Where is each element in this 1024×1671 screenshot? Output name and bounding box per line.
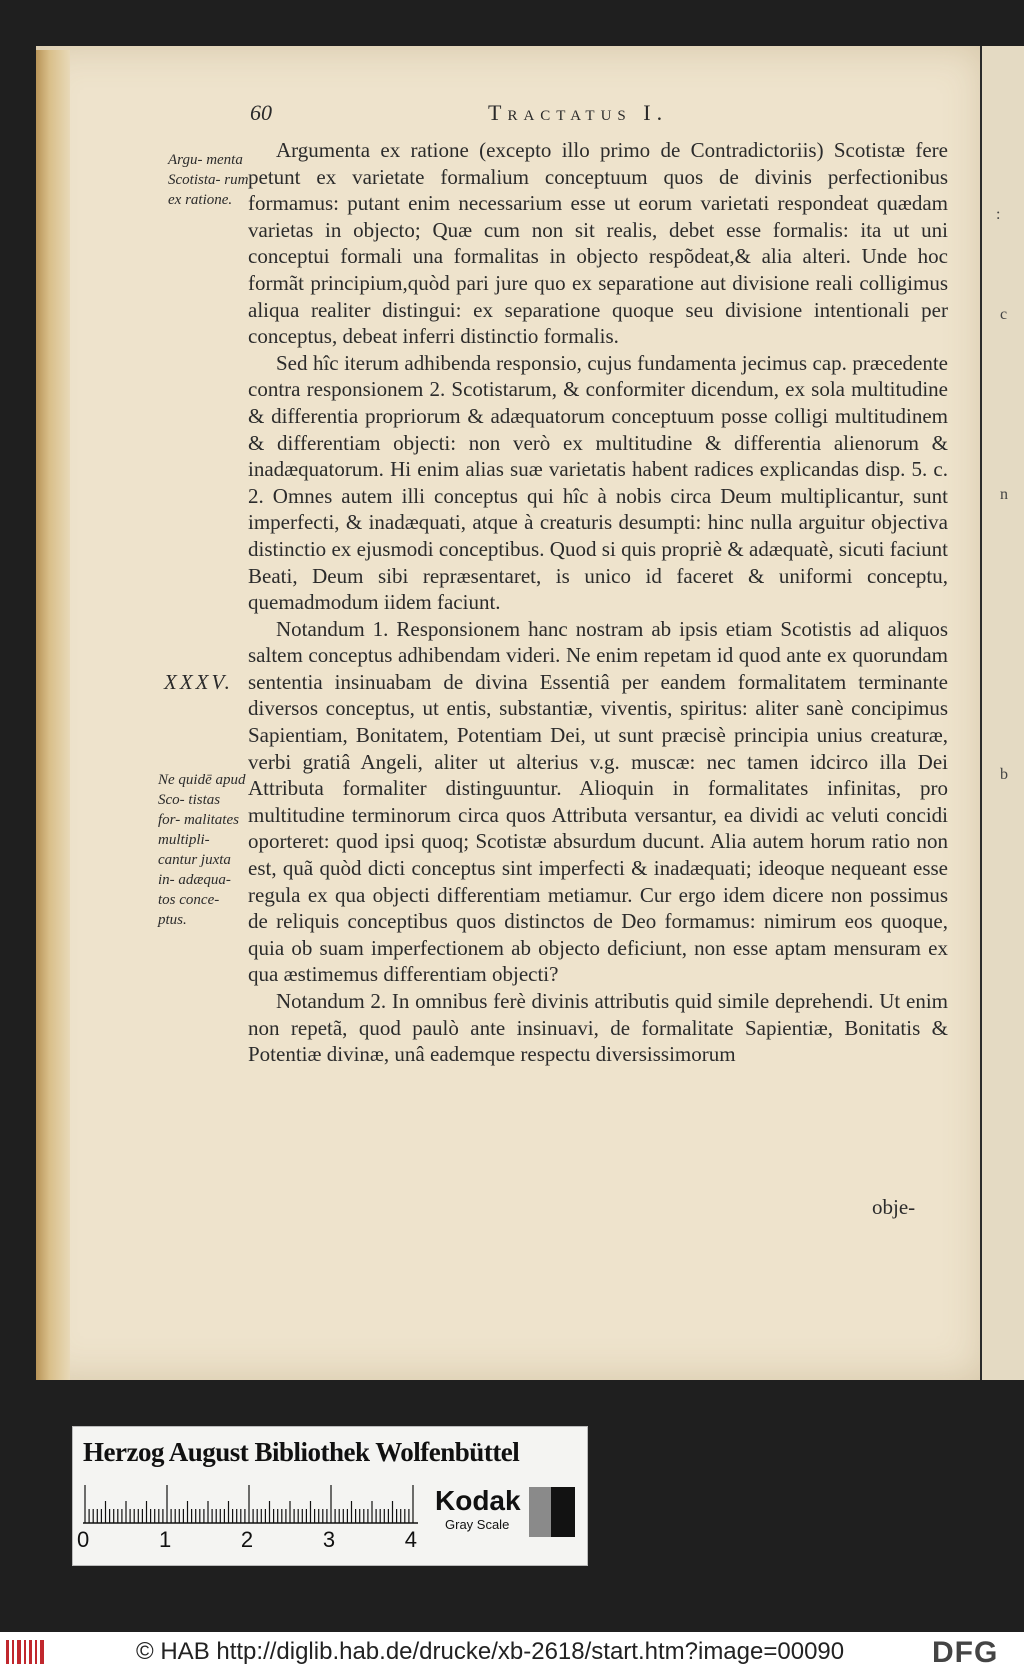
paragraph: Sed hîc iterum adhibenda responsio, cujus fundamenta jecimus cap. præcedente contra responsionem 2. Scotistarum, & conformiter dicendum, ex sola multitudine & differentia propriorum & adæquatorum conceptuum posse colligi multitudinem & differentiam objecti: non verò ex multitudine & differentia alienorum & inadæquatorum. Hi enim alias suæ varietatis habent radices explicandas disp. 5. c. 2. Omnes autem illi conceptus qui hîc à nobis circa Deum multiplicantur, sunt imperfecti, & inadæquati, atque à creaturis desumpti: hinc nulla arguitur objectiva distinctio ex ejusmodi conceptibus. Quod si quis propriè & adæquatè, sicuti faciunt Beati, Deum sibi repræsentaret, is unico id faceret & uniformi conceptu, quemadmodum iidem faciunt. [248, 350, 948, 615]
kodak-brand: Kodak [435, 1485, 521, 1516]
gray-swatch [529, 1487, 551, 1537]
paragraph: Notandum 1. Responsionem hanc nostram ab ipsis etiam Scotistis ad aliquos saltem conceptus adhibendam videri. Ne enim repetam id quod ante ex quorundam sententia insinuabam de divina Essentiâ per eandem formalitatem terminante diversos conceptus, ut entis, substantiæ, viventis, spiritus: aliter sanè concipimus Sapientiam, Bonitatem, Potentiam Dei, ut sunt præcisè principia unius creaturæ, verbi gratiâ Angeli, aliter ut alterius v.g. muscæ: nec tamen idcirco illa Dei Attributa formaliter distinguuntur. Alioquin in formalitates infinitas, pro multitudine terminorum circa quos Attributa versantur, ea dividi ac veluti concidi oporteret: quod ipsi quoq; Scotistæ absurdum ducunt. Alia autem horum ratio non est, quã quòd dicti conceptus sint imperfecti & inadæquati; ideoque nequeant esse regula ex qua objecti differentiam metiamur. Cur ergo idem dicere non possimus de reliquis conceptibus quos distinctos de Deo formamus: nimirum eos quoque, quia ob suam imperfectionem ab objecto deficiunt, non esse aptam mensuram ex qua æstimemus differentiam objecti? [248, 616, 948, 987]
scale-number: 0 [77, 1527, 90, 1552]
page-number: 60 [250, 100, 272, 125]
body-text [248, 137, 948, 1068]
scale-number: 3 [322, 1527, 336, 1552]
barcode-logo-icon [6, 1638, 46, 1666]
ruler-icon [83, 1483, 418, 1525]
paragraph: Notandum 2. In omnibus ferè divinis attributis quid simile deprehendi. Ut enim non repetã, quod paulò ante insinuavi, de formalitate Sapientiæ, Bonitatis & Potentiæ divinæ, unâ eademque respectu diversissimorum [248, 989, 948, 1067]
footer-bar [0, 1632, 1024, 1671]
paragraph: Argumenta ex ratione (excepto illo primo de Contradictoriis) Scotistæ fere petunt ex varietate formalium conceptuum quos de divinis perfectionibus formamus: putant enim necessarium esse ut eorum varietati respondeat quædam varietas in objecto; Quæ cum non sit realis, debet esse formalis: ita ut uni conceptui formali una formalitas in objecto respõdeat,& alia alteri. Unde hoc formãt principium,quòd pari jure quo ex separatione aut divisione reali colligimus aliqua realiter distingui: ex separatione quoque seu divisione intentionali per conceptus, debeat inferri distinctio formalis. [248, 138, 948, 349]
page-gutter [36, 50, 70, 1380]
color-reference-chart [72, 1426, 588, 1566]
gray-scale-label: Gray Scale [445, 1517, 510, 1532]
facing-page-edge [980, 46, 1024, 1380]
edge-mark: : [996, 206, 1001, 223]
scale-number: 1 [158, 1527, 172, 1552]
ruler-numbers [77, 1527, 417, 1553]
chart-title: Herzog August Bibliothek Wolfenbüttel [83, 1437, 520, 1467]
section-number: XXXV. [164, 670, 233, 694]
running-title: Tractatus I. [488, 100, 669, 125]
black-swatch [551, 1487, 575, 1537]
margin-note-formalities: Ne quidē apud Sco- tistas for- malitates multipli- cantur juxta in- adæqua- tos conce- ptus. [158, 772, 246, 928]
scale-number: 4 [404, 1527, 417, 1552]
edge-mark: c [1000, 306, 1008, 323]
scale-number: 2 [240, 1527, 254, 1552]
dfg-logo: DFG [932, 1636, 999, 1669]
footer-url[interactable]: © HAB http://diglib.hab.de/drucke/xb-2618/start.htm?image=00090 [136, 1638, 845, 1665]
margin-note-arguments: Argu- menta Scotista- rum ex ratione. [168, 152, 249, 208]
edge-mark: n [1000, 486, 1008, 503]
edge-mark: b [1000, 766, 1008, 783]
catchword: obje- [872, 1195, 916, 1219]
